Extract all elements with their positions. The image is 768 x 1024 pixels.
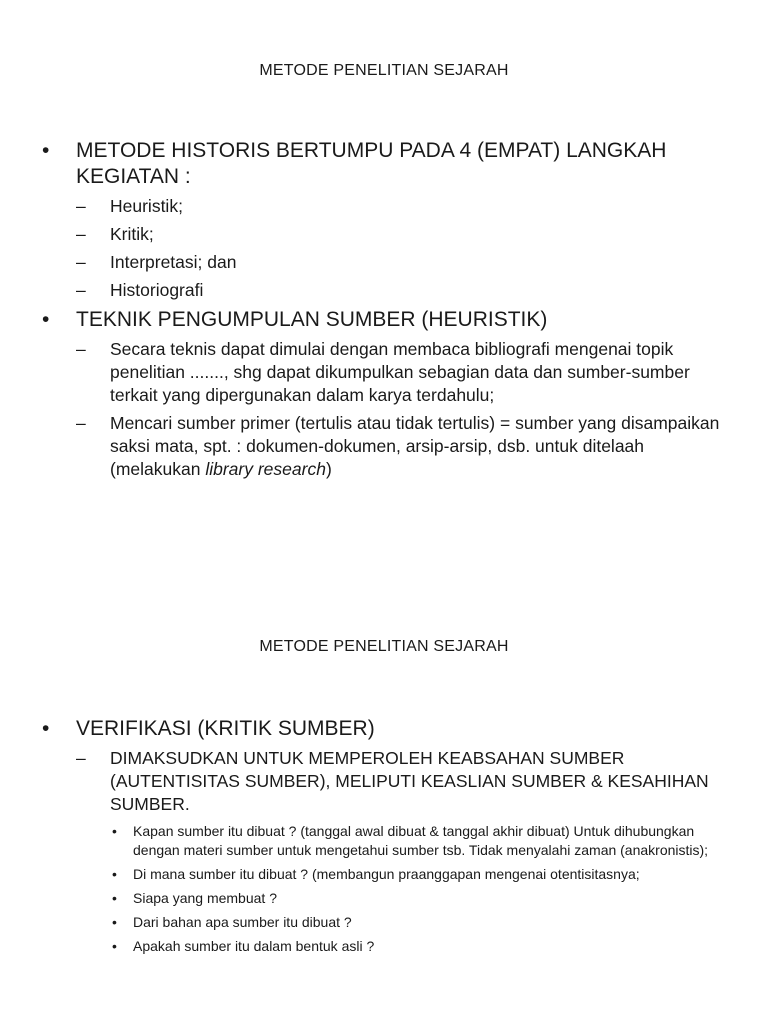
list-item — [76, 223, 732, 246]
sub-point — [110, 937, 732, 956]
bullet-teknik-pengumpulan — [42, 307, 732, 481]
bullet-icon: • — [42, 308, 50, 331]
slide-2 — [0, 576, 768, 1024]
slide-1-content — [42, 138, 732, 486]
dash-icon: – — [76, 196, 86, 216]
sub-point — [110, 822, 732, 860]
sub-point — [110, 889, 732, 908]
list-item — [76, 251, 732, 274]
bullet-icon: • — [112, 938, 117, 954]
dash-icon: – — [76, 748, 86, 768]
bullet-icon: • — [112, 866, 117, 882]
list-item — [76, 747, 732, 956]
list-item-text: Heuristik; — [110, 196, 183, 216]
slide-1-title: METODE PENELITIAN SEJARAH — [259, 62, 509, 79]
bullet-icon: • — [42, 139, 50, 162]
slide-2-content — [42, 716, 732, 961]
bullet-icon: • — [42, 717, 50, 740]
sub-point — [110, 913, 732, 932]
bullet-text: VERIFIKASI (KRITIK SUMBER) — [76, 717, 375, 740]
list-item-text — [110, 413, 719, 479]
bullet-icon: • — [112, 890, 117, 906]
text-segment: Mencari sumber primer (tertulis atau tidak tertulis) = sumber yang disampaikan saksi mata, spt. : dokumen-dokumen, arsip-arsip, dsb. untuk ditelaah (melakukan — [110, 413, 720, 479]
list-item — [76, 412, 732, 481]
sub-point-text: Dari bahan apa sumber itu dibuat ? — [133, 914, 352, 930]
dash-icon: – — [76, 413, 86, 433]
bullet-text: TEKNIK PENGUMPULAN SUMBER (HEURISTIK) — [76, 308, 548, 331]
sub-point-text: Siapa yang membuat ? — [133, 890, 277, 906]
bullet-icon: • — [112, 914, 117, 930]
text-segment: ) — [325, 459, 332, 479]
bullet-text: METODE HISTORIS BERTUMPU PADA 4 (EMPAT) LANGKAH KEGIATAN : — [76, 139, 667, 188]
list-item-text: DIMAKSUDKAN UNTUK MEMPEROLEH KEABSAHAN SUMBER (AUTENTISITAS SUMBER), MELIPUTI KEASLIAN SUMBER & KESAHIHAN SUMBER. — [110, 748, 709, 814]
italic-term: library research — [205, 459, 326, 479]
sub-point-text: Apakah sumber itu dalam bentuk asli ? — [133, 938, 375, 954]
list-item — [76, 279, 732, 302]
bullet-metode-historis — [42, 138, 732, 302]
slide-2-title: METODE PENELITIAN SEJARAH — [259, 638, 509, 655]
list-item — [76, 195, 732, 218]
dash-icon: – — [76, 339, 86, 359]
list-item-text: Historiografi — [110, 280, 204, 300]
dash-icon: – — [76, 280, 86, 300]
sub-point — [110, 865, 732, 884]
sub-point-text: Kapan sumber itu dibuat ? (tanggal awal dibuat & tanggal akhir dibuat) Untuk dihubungkan dengan materi sumber untuk mengetahui sumber tsb. Tidak menyalahi zaman (anakronistis); — [133, 823, 709, 858]
dash-icon: – — [76, 224, 86, 244]
list-item-text: Kritik; — [110, 224, 154, 244]
list-item-text: Secara teknis dapat dimulai dengan membaca bibliografi mengenai topik penelitian ......., shg dapat dikumpulkan sebagian data dan sumber-sumber terkait yang dipergunakan dalam karya terdahulu; — [110, 339, 690, 405]
sub-point-text: Di mana sumber itu dibuat ? (membangun praanggapan mengenai otentisitasnya; — [133, 866, 640, 882]
list-item-text: Interpretasi; dan — [110, 252, 237, 272]
bullet-verifikasi — [42, 716, 732, 956]
bullet-icon: • — [112, 823, 117, 839]
dash-icon: – — [76, 252, 86, 272]
list-item — [76, 338, 732, 407]
